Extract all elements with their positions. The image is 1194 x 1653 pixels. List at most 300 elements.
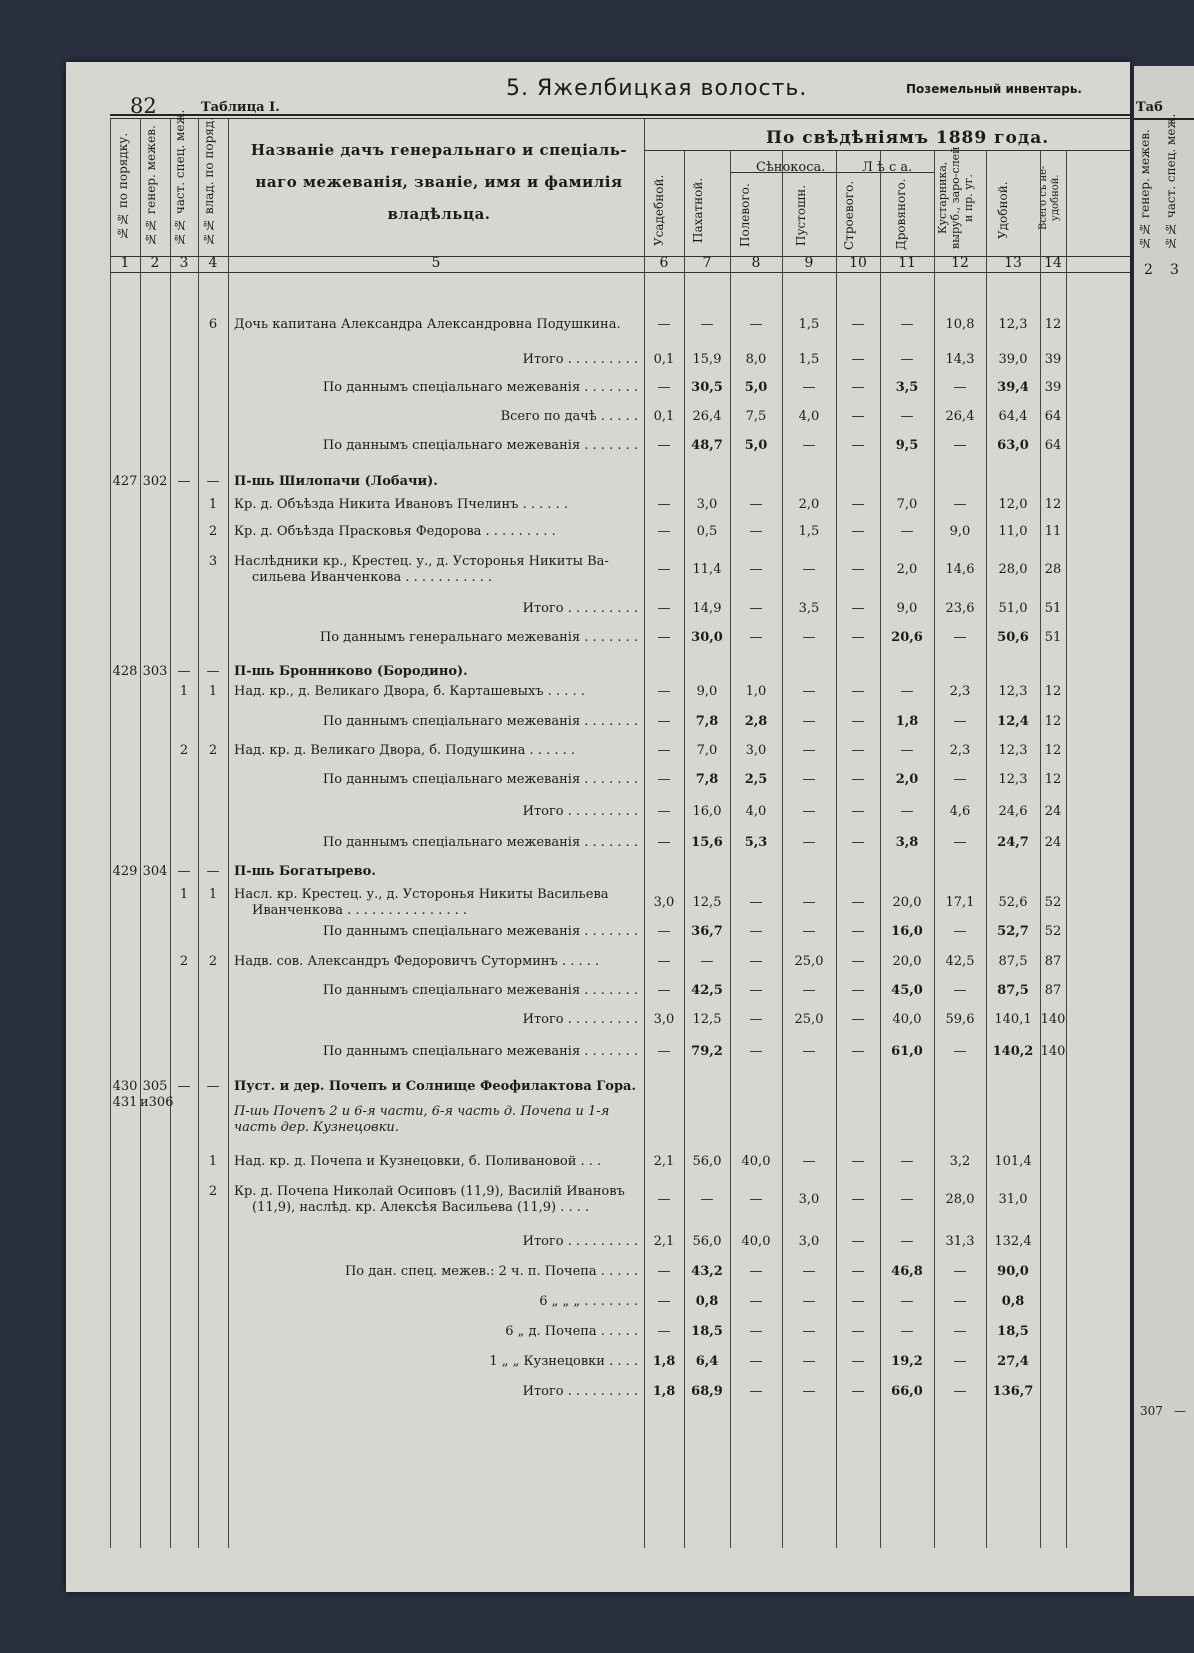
value-cell: 140,2 [992, 1044, 1034, 1059]
name-head-line-3: владѣльца. [387, 205, 491, 223]
value-cell: — [900, 1192, 914, 1207]
value-cell: — [953, 1264, 967, 1279]
value-cell: — [657, 714, 671, 729]
row-label: 6 „ д. Почепа . . . . . [505, 1324, 638, 1339]
value-cell: — [953, 630, 967, 645]
value-cell: — [953, 1294, 967, 1309]
column-number: 8 [751, 255, 761, 271]
value-cell: 2,0 [896, 562, 918, 577]
value-cell: 40,0 [741, 1154, 771, 1169]
value-cell: — [802, 1264, 816, 1279]
value-cell: 87 [1044, 954, 1062, 969]
value-cell: 1,5 [798, 524, 820, 539]
row-owner-number: 1 [208, 887, 218, 902]
value-cell: — [851, 1324, 865, 1339]
value-cell: 9,0 [896, 601, 918, 616]
value-cell: 1,5 [798, 352, 820, 367]
header-rule [110, 114, 1130, 116]
value-cell: 132,4 [994, 1234, 1032, 1249]
value-cell: 87,5 [997, 983, 1029, 998]
value-cell: — [802, 630, 816, 645]
value-cell: 2,5 [744, 772, 768, 787]
row-owner-number: 2 [208, 743, 218, 758]
value-cell: — [749, 895, 763, 910]
value-cell: 52,6 [998, 895, 1028, 910]
value-cell: 7,8 [695, 772, 719, 787]
value-cell: — [749, 1354, 763, 1369]
column-number: 4 [208, 255, 218, 271]
value-cell: 0,8 [1001, 1294, 1025, 1309]
value-cell: 0,1 [653, 409, 675, 424]
value-cell: 19,2 [891, 1354, 923, 1369]
value-cell: — [749, 954, 763, 969]
column-number: 14 [1044, 255, 1062, 271]
head-bottom-rule [110, 256, 1130, 257]
value-cell: 4,0 [745, 804, 767, 819]
value-cell: 101,4 [994, 1154, 1032, 1169]
value-cell: — [802, 924, 816, 939]
next-num-3: 3 [1170, 262, 1179, 278]
row-special-number: 1 [179, 887, 189, 902]
value-cell: — [953, 924, 967, 939]
value-cell: 25,0 [794, 1012, 824, 1027]
value-cell: — [802, 1324, 816, 1339]
row-general-number-2: и306 [140, 1095, 174, 1110]
forest-group-header: Л ѣ с а. [862, 160, 913, 175]
value-cell: — [953, 772, 967, 787]
hay-group-header: Сѣнокоса. [756, 160, 826, 175]
col-waste-hay: Пустошн. [794, 184, 808, 246]
value-cell: 17,1 [945, 895, 975, 910]
column-number: 2 [150, 255, 160, 271]
value-cell: — [851, 1264, 865, 1279]
row-label: Всего по дачѣ . . . . . [500, 409, 638, 424]
row-label-continued: сильева Иванченкова . . . . . . . . . . . [252, 570, 493, 585]
row-label: По даннымъ спеціальнаго межеванія . . . . . . . [322, 438, 638, 453]
value-cell: 2,0 [798, 497, 820, 512]
col-homestead: Усадебной. [652, 174, 666, 246]
value-cell: 39 [1044, 352, 1062, 367]
value-cell: 3,0 [745, 743, 767, 758]
column-number: 13 [1004, 255, 1022, 271]
value-cell: — [851, 1044, 865, 1059]
value-cell: 24 [1044, 804, 1062, 819]
row-owner-number: 3 [208, 554, 218, 569]
value-cell: 52,7 [997, 924, 1029, 939]
value-cell: — [657, 743, 671, 758]
value-cell: — [953, 438, 967, 453]
value-cell: — [749, 524, 763, 539]
owner-name: Наслѣдники кр., Крестец. у., д. Усторонья Никиты Ва- [234, 554, 609, 569]
row-label: По дан. спец. межев.: 2 ч. п. Почепа . . . . . [344, 1264, 638, 1279]
value-cell: — [657, 497, 671, 512]
value-cell: — [900, 352, 914, 367]
value-cell: 87,5 [998, 954, 1028, 969]
value-cell: — [657, 524, 671, 539]
value-cell: 40,0 [741, 1234, 771, 1249]
col-field-hay: Полевого. [738, 183, 752, 247]
name-head-line-2: наго межеванія, званіе, имя и фамилія [255, 173, 623, 191]
value-cell: 16,0 [692, 804, 722, 819]
value-cell: — [657, 983, 671, 998]
value-cell: 40,0 [892, 1012, 922, 1027]
year-rule [644, 150, 1130, 151]
column-rule [140, 118, 141, 1548]
value-cell: — [900, 743, 914, 758]
value-cell: 27,4 [997, 1354, 1029, 1369]
value-cell: 9,0 [696, 684, 718, 699]
next-row-number: 307 [1140, 1404, 1163, 1418]
value-cell: 3,2 [949, 1154, 971, 1169]
value-cell: 14,3 [945, 352, 975, 367]
value-cell: 56,0 [692, 1154, 722, 1169]
value-cell: 6,4 [695, 1354, 719, 1369]
value-cell: — [802, 1354, 816, 1369]
row-owner-number: 1 [208, 1154, 218, 1169]
value-cell: 43,2 [691, 1264, 723, 1279]
value-cell: 5,3 [744, 835, 768, 850]
row-label: По даннымъ спеціальнаго межеванія . . . . . . . [322, 1044, 638, 1059]
value-cell: — [700, 1192, 714, 1207]
value-cell: — [900, 804, 914, 819]
column-number: 3 [179, 255, 189, 271]
value-cell: 2,1 [653, 1154, 675, 1169]
row-order-number: 428 [112, 664, 138, 679]
value-cell: — [953, 983, 967, 998]
row-special-number: — [177, 864, 191, 879]
row-order-number-2: 431 [112, 1095, 138, 1110]
value-cell: 25,0 [794, 954, 824, 969]
value-cell: — [700, 317, 714, 332]
value-cell: — [749, 1192, 763, 1207]
column-number: 7 [702, 255, 712, 271]
value-cell: — [657, 924, 671, 939]
value-cell: 4,0 [798, 409, 820, 424]
value-cell: 10,8 [945, 317, 975, 332]
value-cell: 4,6 [949, 804, 971, 819]
value-cell: 12,3 [998, 743, 1028, 758]
value-cell: 7,0 [696, 743, 718, 758]
value-cell: — [749, 1324, 763, 1339]
value-cell: 90,0 [997, 1264, 1029, 1279]
row-label-continued: Иванченкова . . . . . . . . . . . . . . . [252, 903, 468, 918]
value-cell: 64 [1044, 409, 1062, 424]
value-cell: — [802, 562, 816, 577]
value-cell: — [749, 1264, 763, 1279]
value-cell: — [657, 1192, 671, 1207]
value-cell: 51,0 [998, 601, 1028, 616]
value-cell: — [802, 743, 816, 758]
row-general-number: 304 [142, 864, 168, 879]
value-cell: — [802, 1294, 816, 1309]
value-cell: — [851, 1012, 865, 1027]
value-cell: 24,7 [997, 835, 1029, 850]
value-cell: — [749, 562, 763, 577]
row-label: Итого . . . . . . . . . [522, 601, 638, 616]
value-cell: 0,5 [696, 524, 718, 539]
value-cell: 12 [1044, 714, 1062, 729]
value-cell: — [953, 497, 967, 512]
value-cell: 31,3 [945, 1234, 975, 1249]
value-cell: — [657, 954, 671, 969]
value-cell: 28 [1044, 562, 1062, 577]
column-number: 1 [120, 255, 130, 271]
ledger-page [66, 62, 1130, 1592]
number-row-rule [110, 272, 1130, 273]
value-cell: — [851, 772, 865, 787]
value-cell: 18,5 [691, 1324, 723, 1339]
header-rule-thin [110, 118, 1130, 119]
row-label: По даннымъ спеціальнаго межеванія . . . . . . . [322, 835, 638, 850]
value-cell: — [851, 1192, 865, 1207]
value-cell: 7,0 [896, 497, 918, 512]
row-owner-number: 2 [208, 1184, 218, 1199]
row-label-continued: (11,9), наслѣд. кр. Алексѣя Васильева (11,9) . . . . [252, 1200, 590, 1215]
row-label: Итого . . . . . . . . . [522, 1234, 638, 1249]
col-total: Всего съ не-удобной. [1038, 165, 1061, 231]
row-special-number: 2 [179, 954, 189, 969]
value-cell: 12,5 [692, 895, 722, 910]
value-cell: 15,6 [691, 835, 723, 850]
value-cell: — [900, 1324, 914, 1339]
value-cell: 11,4 [692, 562, 722, 577]
value-cell: — [802, 804, 816, 819]
value-cell: — [749, 630, 763, 645]
row-label: Итого . . . . . . . . . [522, 352, 638, 367]
row-order-number: 427 [112, 474, 138, 489]
column-rule [170, 118, 171, 1548]
value-cell: 2,8 [744, 714, 768, 729]
value-cell: — [851, 804, 865, 819]
group-rule [880, 172, 881, 256]
value-cell: — [749, 601, 763, 616]
col-order: №№ по порядку. [116, 132, 130, 240]
value-cell: — [851, 524, 865, 539]
value-cell: — [851, 380, 865, 395]
row-owner-number: 2 [208, 524, 218, 539]
value-cell: 5,0 [744, 380, 768, 395]
value-cell: — [953, 1354, 967, 1369]
value-cell: 11,0 [998, 524, 1028, 539]
value-cell: 3,5 [798, 601, 820, 616]
row-label: Итого . . . . . . . . . [522, 1384, 638, 1399]
value-cell: — [749, 1012, 763, 1027]
value-cell: — [851, 684, 865, 699]
district-title: 5. Яжелбицкая волость. [506, 76, 808, 101]
value-cell: 52 [1044, 924, 1062, 939]
row-owner-number: — [206, 864, 220, 879]
row-label: 6 „ „ „ . . . . . . . [539, 1294, 638, 1309]
value-cell: — [657, 317, 671, 332]
value-cell: 140,1 [994, 1012, 1032, 1027]
value-cell: 14,6 [945, 562, 975, 577]
value-cell: 8,0 [745, 352, 767, 367]
col-special-survey: №№ част. спец. меж. [173, 109, 187, 246]
value-cell: — [749, 497, 763, 512]
value-cell: — [851, 1384, 865, 1399]
value-cell: 12 [1044, 684, 1062, 699]
value-cell: 1,8 [652, 1384, 676, 1399]
value-cell: 11 [1044, 524, 1062, 539]
value-cell: 24 [1044, 835, 1062, 850]
row-label: Итого . . . . . . . . . [522, 1012, 638, 1027]
value-cell: — [900, 1154, 914, 1169]
column-number: 9 [804, 255, 814, 271]
value-cell: — [657, 1324, 671, 1339]
table-label: Таблица I. [201, 100, 280, 115]
row-label: По даннымъ спеціальнаго межеванія . . . . . . . [322, 380, 638, 395]
value-cell: 20,0 [892, 895, 922, 910]
row-owner-number: — [206, 1079, 220, 1094]
value-cell: 48,7 [691, 438, 723, 453]
value-cell: 66,0 [891, 1384, 923, 1399]
value-cell: 26,4 [692, 409, 722, 424]
value-cell: 30,0 [691, 630, 723, 645]
value-cell: — [657, 601, 671, 616]
hay-rule [730, 172, 836, 173]
owner-name: Над. кр. д. Почепа и Кузнецовки, б. Поливановой . . . [234, 1154, 602, 1169]
value-cell: 3,8 [895, 835, 919, 850]
row-label: По даннымъ спеціальнаго межеванія . . . . . . . [322, 924, 638, 939]
value-cell: — [802, 895, 816, 910]
value-cell: 2,1 [653, 1234, 675, 1249]
value-cell: — [851, 1354, 865, 1369]
value-cell: 64,4 [998, 409, 1028, 424]
row-owner-number: — [206, 664, 220, 679]
value-cell: 39,4 [997, 380, 1029, 395]
value-cell: 79,2 [691, 1044, 723, 1059]
column-number: 6 [659, 255, 669, 271]
value-cell: — [657, 562, 671, 577]
col-firewood: Дровяного. [894, 178, 908, 250]
value-cell: 12,4 [997, 714, 1029, 729]
row-owner-number: 1 [208, 684, 218, 699]
value-cell: 12 [1044, 743, 1062, 758]
value-cell: 12 [1044, 497, 1062, 512]
value-cell: 50,6 [997, 630, 1029, 645]
value-cell: — [802, 714, 816, 729]
value-cell: 23,6 [945, 601, 975, 616]
value-cell: 12,3 [998, 684, 1028, 699]
value-cell: 63,0 [997, 438, 1029, 453]
value-cell: — [953, 1324, 967, 1339]
row-owner-number: 6 [208, 317, 218, 332]
value-cell: 59,6 [945, 1012, 975, 1027]
inventory-title: Поземельный инвентарь. [906, 82, 1082, 96]
value-cell: — [851, 601, 865, 616]
row-label: По даннымъ спеціальнаго межеванія . . . . . . . [322, 714, 638, 729]
row-special-number: — [177, 1079, 191, 1094]
value-cell: 42,5 [691, 983, 723, 998]
value-cell: — [802, 380, 816, 395]
value-cell: — [900, 684, 914, 699]
value-cell: — [953, 1044, 967, 1059]
value-cell: 30,5 [691, 380, 723, 395]
value-cell: 7,8 [695, 714, 719, 729]
value-cell: 51 [1044, 601, 1062, 616]
value-cell: — [749, 983, 763, 998]
column-rule [198, 118, 199, 1548]
value-cell: 39,0 [998, 352, 1028, 367]
value-cell: 3,0 [653, 1012, 675, 1027]
value-cell: — [700, 954, 714, 969]
value-cell: 46,8 [891, 1264, 923, 1279]
col-general-survey: №№ генер. межев. [144, 125, 158, 246]
col-usable: Удобной. [996, 181, 1010, 239]
value-cell: 52 [1044, 895, 1062, 910]
col-owner-order: №№ влад. по поряд. [202, 116, 216, 246]
value-cell: 20,0 [892, 954, 922, 969]
row-special-number: 1 [179, 684, 189, 699]
name-head-line-1: Названіе дачъ генеральнаго и спеціаль- [250, 141, 628, 159]
value-cell: 18,5 [997, 1324, 1029, 1339]
column-number: 11 [898, 255, 916, 271]
value-cell: 2,3 [949, 684, 971, 699]
value-cell: 12,5 [692, 1012, 722, 1027]
value-cell: — [802, 684, 816, 699]
value-cell: 3,0 [798, 1192, 820, 1207]
value-cell: 1,8 [652, 1354, 676, 1369]
row-owner-number: 2 [208, 954, 218, 969]
value-cell: 28,0 [998, 562, 1028, 577]
row-label: По даннымъ спеціальнаго межеванія . . . . . . . [322, 772, 638, 787]
value-cell: 51 [1044, 630, 1062, 645]
value-cell: — [657, 380, 671, 395]
value-cell: 15,9 [692, 352, 722, 367]
value-cell: 61,0 [891, 1044, 923, 1059]
value-cell: 56,0 [692, 1234, 722, 1249]
row-label: Итого . . . . . . . . . [522, 804, 638, 819]
value-cell: — [657, 1264, 671, 1279]
value-cell: 64 [1044, 438, 1062, 453]
row-label-continued: часть дер. Кузнецовки. [234, 1120, 399, 1135]
value-cell: — [802, 1044, 816, 1059]
year-header: По свѣдѣніямъ 1889 года. [766, 128, 1050, 148]
value-cell: 3,0 [798, 1234, 820, 1249]
value-cell: 5,0 [744, 438, 768, 453]
value-cell: — [749, 1384, 763, 1399]
value-cell: 12,3 [998, 772, 1028, 787]
row-owner-number: — [206, 474, 220, 489]
value-cell: — [900, 1234, 914, 1249]
owner-name: Кр. д. Почепа Николай Осиповъ (11,9), Василій Ивановъ [234, 1184, 625, 1199]
value-cell: — [749, 317, 763, 332]
value-cell: — [851, 895, 865, 910]
row-general-number: 303 [142, 664, 168, 679]
value-cell: — [749, 924, 763, 939]
column-number: 5 [431, 255, 441, 271]
owner-name: Насл. кр. Крестец. у., д. Усторонья Никиты Васильева [234, 887, 609, 902]
value-cell: 36,7 [691, 924, 723, 939]
value-cell: 140 [1040, 1044, 1066, 1059]
value-cell: 9,0 [949, 524, 971, 539]
row-label: По даннымъ генеральнаго межеванія . . . . . . . [319, 630, 638, 645]
owner-name: П-шь Почепъ 2 и 6-я части, 6-я часть д. Почепа и 1-я [234, 1104, 610, 1119]
value-cell: — [657, 684, 671, 699]
forest-rule [836, 172, 934, 173]
row-label: 1 „ „ Кузнецовки . . . . [489, 1354, 638, 1369]
value-cell: — [802, 438, 816, 453]
owner-name: Над. кр., д. Великаго Двора, б. Карташевыхъ . . . . . [234, 684, 585, 699]
value-cell: 14,9 [692, 601, 722, 616]
value-cell: 26,4 [945, 409, 975, 424]
value-cell: — [851, 743, 865, 758]
value-cell: 39 [1044, 380, 1062, 395]
row-order-number: 430 [112, 1079, 138, 1094]
value-cell: — [657, 772, 671, 787]
col-timber: Строевого. [842, 180, 856, 250]
value-cell: — [657, 438, 671, 453]
